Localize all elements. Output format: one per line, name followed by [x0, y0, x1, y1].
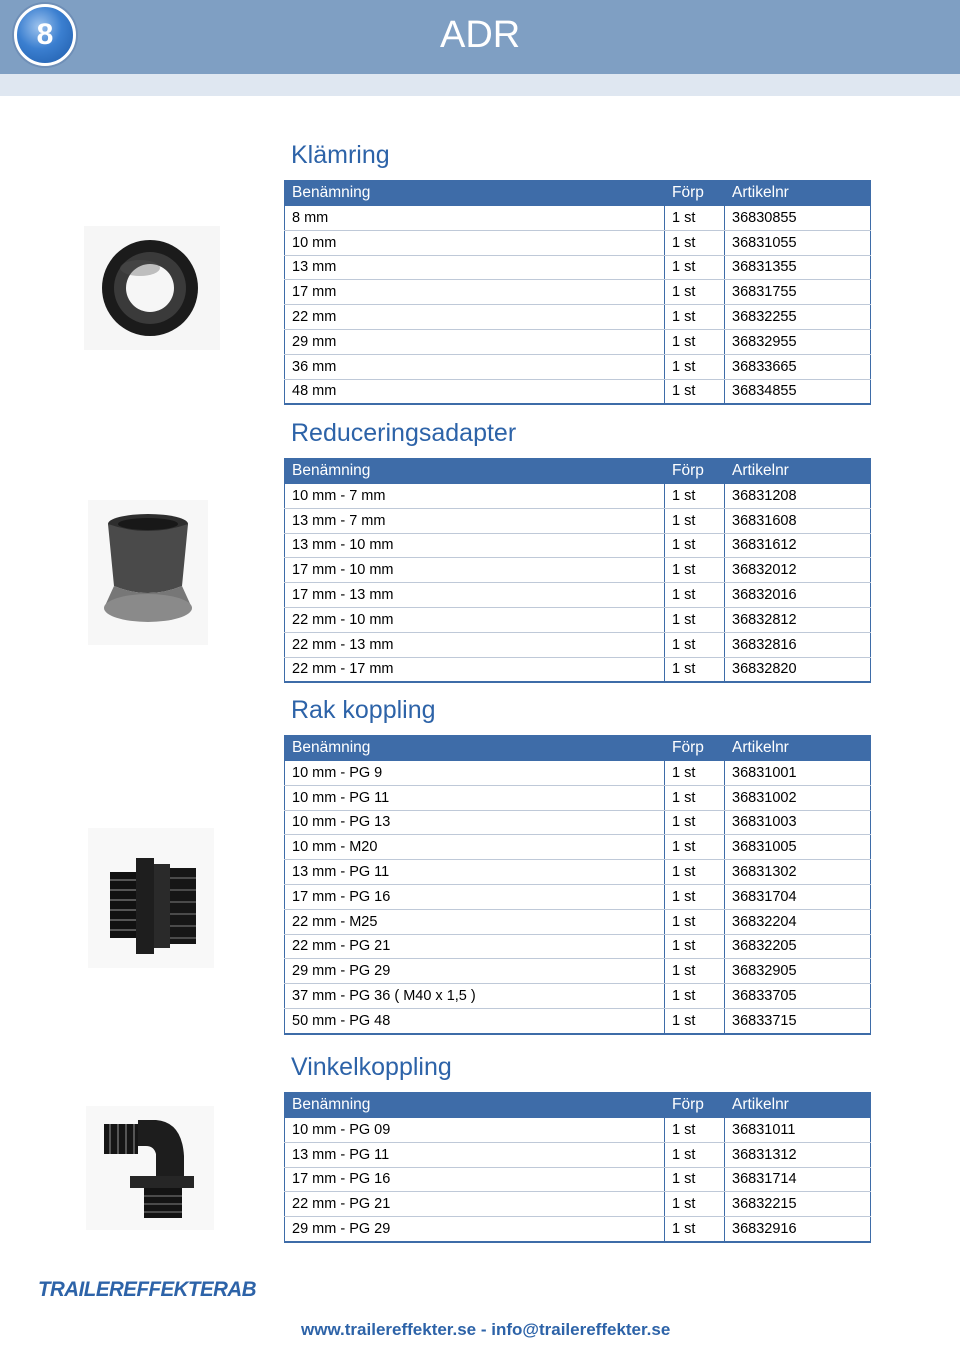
table-row	[285, 206, 871, 231]
section-title-vinkelkoppling: Vinkelkoppling	[291, 1053, 452, 1081]
cell-article: 36831714	[725, 1167, 871, 1192]
cell-name: 36 mm	[285, 354, 665, 379]
cell-name: 10 mm - M20	[285, 835, 665, 860]
cell-pack: 1 st	[665, 230, 725, 255]
cell-name: 17 mm - PG 16	[285, 1167, 665, 1192]
cell-pack: 1 st	[665, 329, 725, 354]
cell-pack: 1 st	[665, 206, 725, 231]
cell-article: 36834855	[725, 379, 871, 404]
cell-name: 17 mm - 13 mm	[285, 583, 665, 608]
cell-pack: 1 st	[665, 280, 725, 305]
col-header-article: Artikelnr	[725, 736, 871, 761]
col-header-name: Benämning	[285, 1093, 665, 1118]
cell-name: 10 mm - PG 09	[285, 1118, 665, 1143]
cell-pack: 1 st	[665, 1167, 725, 1192]
table-row	[285, 632, 871, 657]
cell-name: 13 mm - PG 11	[285, 860, 665, 885]
cell-article: 36831355	[725, 255, 871, 280]
cell-pack: 1 st	[665, 305, 725, 330]
col-header-pack: Förp	[665, 181, 725, 206]
cell-name: 8 mm	[285, 206, 665, 231]
table-row	[285, 484, 871, 509]
table-row	[285, 533, 871, 558]
col-header-name: Benämning	[285, 181, 665, 206]
cell-article: 36832204	[725, 909, 871, 934]
cell-pack: 1 st	[665, 657, 725, 682]
cell-name: 29 mm	[285, 329, 665, 354]
table-row	[285, 508, 871, 533]
reducing-adapter-photo	[88, 500, 208, 645]
logo-text: TRAILEREFFEKTERAB	[38, 1278, 257, 1300]
cell-name: 22 mm - M25	[285, 909, 665, 934]
cell-pack: 1 st	[665, 379, 725, 404]
cell-article: 36831005	[725, 835, 871, 860]
cell-article: 36832215	[725, 1192, 871, 1217]
cell-name: 22 mm - PG 21	[285, 1192, 665, 1217]
table-row	[285, 305, 871, 330]
table-row	[285, 959, 871, 984]
cell-article: 36832255	[725, 305, 871, 330]
cell-pack: 1 st	[665, 1008, 725, 1033]
cell-article: 36831302	[725, 860, 871, 885]
cell-name: 17 mm - 10 mm	[285, 558, 665, 583]
cell-name: 22 mm	[285, 305, 665, 330]
cell-name: 17 mm	[285, 280, 665, 305]
table-row	[285, 934, 871, 959]
cell-pack: 1 st	[665, 909, 725, 934]
cell-article: 36830855	[725, 206, 871, 231]
cell-article: 36832955	[725, 329, 871, 354]
table-row	[285, 230, 871, 255]
cell-name: 50 mm - PG 48	[285, 1008, 665, 1033]
table-row	[285, 1192, 871, 1217]
company-logo	[36, 1276, 258, 1300]
table-reduceringsadapter	[284, 458, 871, 683]
table-row	[285, 1118, 871, 1143]
table-row	[285, 657, 871, 682]
cell-name: 22 mm - PG 21	[285, 934, 665, 959]
cell-pack: 1 st	[665, 484, 725, 509]
cell-pack: 1 st	[665, 761, 725, 786]
cell-pack: 1 st	[665, 255, 725, 280]
table-row	[285, 558, 871, 583]
cell-article: 36831003	[725, 810, 871, 835]
section-title-klamring: Klämring	[291, 141, 390, 169]
table-row	[285, 860, 871, 885]
table-row	[285, 1217, 871, 1242]
cell-pack: 1 st	[665, 632, 725, 657]
cell-name: 22 mm - 17 mm	[285, 657, 665, 682]
col-header-article: Artikelnr	[725, 459, 871, 484]
cell-pack: 1 st	[665, 860, 725, 885]
cell-name: 22 mm - 13 mm	[285, 632, 665, 657]
cell-pack: 1 st	[665, 835, 725, 860]
cell-pack: 1 st	[665, 1192, 725, 1217]
section-title-reduceringsadapter: Reduceringsadapter	[291, 419, 517, 447]
rubber-ring-photo	[84, 226, 220, 350]
cell-pack: 1 st	[665, 785, 725, 810]
cell-article: 36831755	[725, 280, 871, 305]
cell-pack: 1 st	[665, 934, 725, 959]
cell-pack: 1 st	[665, 1142, 725, 1167]
col-header-article: Artikelnr	[725, 181, 871, 206]
col-header-pack: Förp	[665, 736, 725, 761]
cell-pack: 1 st	[665, 984, 725, 1009]
table-row	[285, 607, 871, 632]
cell-name: 17 mm - PG 16	[285, 884, 665, 909]
table-row	[285, 379, 871, 404]
col-header-name: Benämning	[285, 459, 665, 484]
table-row	[285, 329, 871, 354]
table-row	[285, 1008, 871, 1033]
cell-pack: 1 st	[665, 607, 725, 632]
table-row	[285, 810, 871, 835]
cell-name: 37 mm - PG 36 ( M40 x 1,5 )	[285, 984, 665, 1009]
table-row	[285, 884, 871, 909]
col-header-article: Artikelnr	[725, 1093, 871, 1118]
elbow-coupling-photo	[86, 1106, 214, 1230]
straight-coupling-photo	[88, 828, 214, 968]
chapter-badge: 8	[14, 4, 76, 66]
cell-pack: 1 st	[665, 354, 725, 379]
cell-article: 36831312	[725, 1142, 871, 1167]
cell-name: 48 mm	[285, 379, 665, 404]
footer-contact: www.trailereffekter.se - info@trailereffekter.se	[301, 1320, 671, 1339]
cell-pack: 1 st	[665, 558, 725, 583]
cell-name: 13 mm	[285, 255, 665, 280]
cell-article: 36831612	[725, 533, 871, 558]
table-row	[285, 1167, 871, 1192]
cell-article: 36831011	[725, 1118, 871, 1143]
col-header-pack: Förp	[665, 459, 725, 484]
table-row	[285, 984, 871, 1009]
page-title: ADR	[440, 14, 521, 56]
cell-article: 36833715	[725, 1008, 871, 1033]
cell-article: 36831704	[725, 884, 871, 909]
cell-pack: 1 st	[665, 810, 725, 835]
cell-name: 10 mm - PG 13	[285, 810, 665, 835]
cell-article: 36832016	[725, 583, 871, 608]
cell-article: 36831002	[725, 785, 871, 810]
cell-article: 36831208	[725, 484, 871, 509]
cell-article: 36831001	[725, 761, 871, 786]
cell-pack: 1 st	[665, 583, 725, 608]
col-header-pack: Förp	[665, 1093, 725, 1118]
cell-name: 29 mm - PG 29	[285, 959, 665, 984]
cell-article: 36832205	[725, 934, 871, 959]
cell-pack: 1 st	[665, 959, 725, 984]
table-row	[285, 255, 871, 280]
table-row	[285, 785, 871, 810]
cell-article: 36833705	[725, 984, 871, 1009]
table-row	[285, 1142, 871, 1167]
cell-article: 36832812	[725, 607, 871, 632]
table-row	[285, 280, 871, 305]
cell-article: 36831055	[725, 230, 871, 255]
cell-name: 29 mm - PG 29	[285, 1217, 665, 1242]
table-klamring	[284, 180, 871, 405]
table-vinkelkoppling	[284, 1092, 871, 1243]
cell-pack: 1 st	[665, 508, 725, 533]
cell-name: 10 mm - PG 11	[285, 785, 665, 810]
cell-name: 10 mm - 7 mm	[285, 484, 665, 509]
table-row	[285, 583, 871, 608]
section-title-rak-koppling: Rak koppling	[291, 696, 436, 724]
cell-pack: 1 st	[665, 533, 725, 558]
cell-name: 10 mm	[285, 230, 665, 255]
cell-article: 36832012	[725, 558, 871, 583]
cell-pack: 1 st	[665, 884, 725, 909]
cell-name: 13 mm - PG 11	[285, 1142, 665, 1167]
table-row	[285, 761, 871, 786]
cell-article: 36832820	[725, 657, 871, 682]
cell-article: 36832916	[725, 1217, 871, 1242]
cell-article: 36831608	[725, 508, 871, 533]
table-row	[285, 909, 871, 934]
table-row	[285, 354, 871, 379]
table-row	[285, 835, 871, 860]
cell-article: 36832816	[725, 632, 871, 657]
cell-name: 10 mm - PG 9	[285, 761, 665, 786]
col-header-name: Benämning	[285, 736, 665, 761]
cell-name: 22 mm - 10 mm	[285, 607, 665, 632]
cell-name: 13 mm - 10 mm	[285, 533, 665, 558]
cell-article: 36832905	[725, 959, 871, 984]
cell-pack: 1 st	[665, 1217, 725, 1242]
cell-name: 13 mm - 7 mm	[285, 508, 665, 533]
header-rule	[0, 74, 960, 96]
cell-article: 36833665	[725, 354, 871, 379]
table-rak-koppling	[284, 735, 871, 1035]
cell-pack: 1 st	[665, 1118, 725, 1143]
